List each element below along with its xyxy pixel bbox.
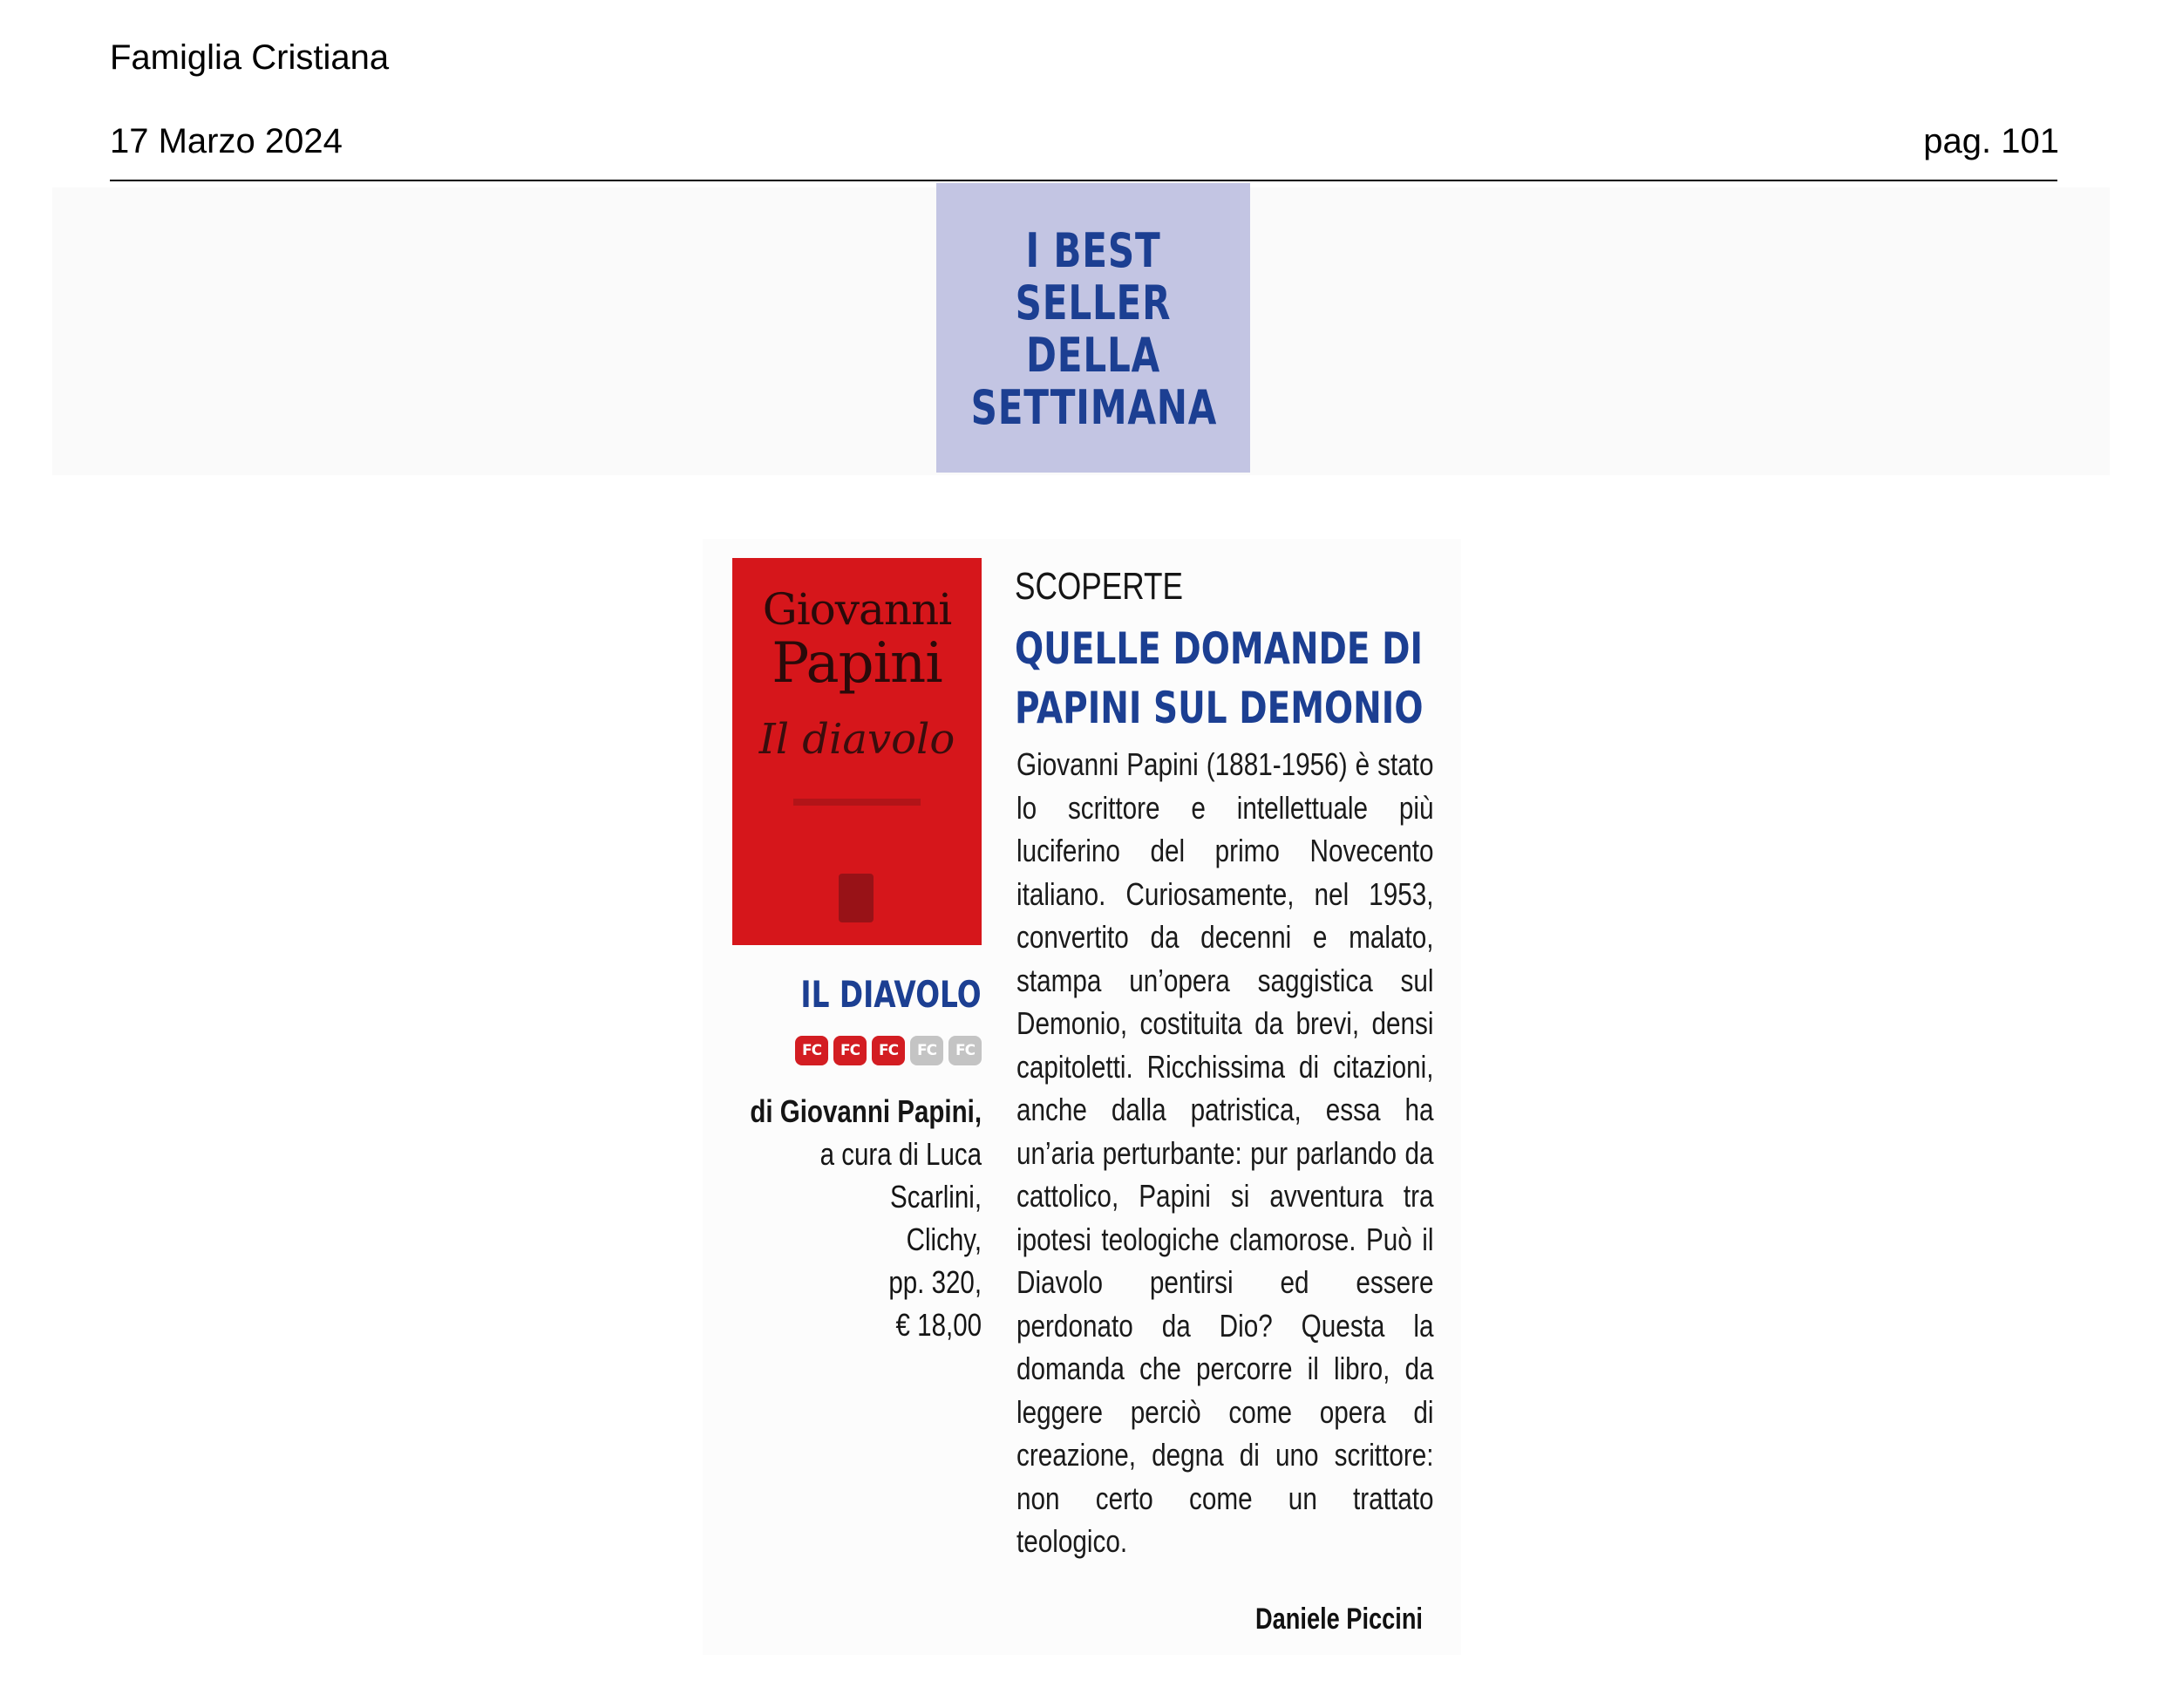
article-body: Giovanni Papini (1881-1956) è stato lo scrittore e intellettuale più luciferino del primo Novecento italiano. Curiosamente, nel 1953, convertito da decenni e malato, stampa un’opera saggistica sul Demonio, costituita da brevi, densi capitoletti. Ricchissima di citazioni, anche dalla patristica, essa ha un’aria perturbante: pur parlando da cattolico, Papini si avventura tra ipotesi teologiche clamorose. Può il Diavolo pentirsi ed essere perdonato da Dio? Questa la domanda che percorre il libro, da leggere perciò come opera di creazione, degna di uno scrittore: non certo come un trattato teologico. (1016, 746, 1434, 1559)
rating-badges (795, 1036, 982, 1065)
book-price: € 18,00 (895, 1307, 982, 1343)
cover-title: Il diavolo (758, 715, 955, 764)
book-publisher: Clichy, (906, 1221, 982, 1257)
publisher-logo-icon (839, 874, 874, 922)
book-editor: a cura di Luca (819, 1136, 982, 1172)
book-cover (732, 558, 982, 945)
rating-badge: FC (910, 1036, 943, 1065)
book-credits (750, 1090, 982, 1346)
cover-author-first: Giovanni (762, 584, 952, 635)
rating-badge: FC (872, 1036, 905, 1065)
headline: QUELLE DOMANDE DI PAPINI SUL DEMONIO (1015, 623, 1424, 733)
book-editor-last: Scarlini, (890, 1179, 982, 1215)
cover-author-last: Papini (772, 631, 942, 696)
book-title: IL DIAVOLO (800, 973, 982, 1016)
byline: Daniele Piccini (1255, 1603, 1423, 1636)
issue-date: 17 Marzo 2024 (110, 122, 343, 160)
page-number: pag. 101 (1923, 122, 2059, 160)
rating-badge: FC (948, 1036, 982, 1065)
rating-badge: FC (833, 1036, 867, 1065)
header-rule (110, 180, 2057, 181)
book-author: di Giovanni Papini, (750, 1093, 982, 1129)
rubric-title: I BEST SELLER DELLA SETTIMANA (970, 223, 1218, 435)
publication-name: Famiglia Cristiana (110, 38, 390, 77)
book-pages: pp. 320, (888, 1264, 982, 1300)
cover-subtitle-line (793, 799, 921, 806)
rating-badge: FC (795, 1036, 828, 1065)
section-label: SCOPERTE (1015, 565, 1183, 608)
article-body-wrap (1016, 743, 1433, 1563)
